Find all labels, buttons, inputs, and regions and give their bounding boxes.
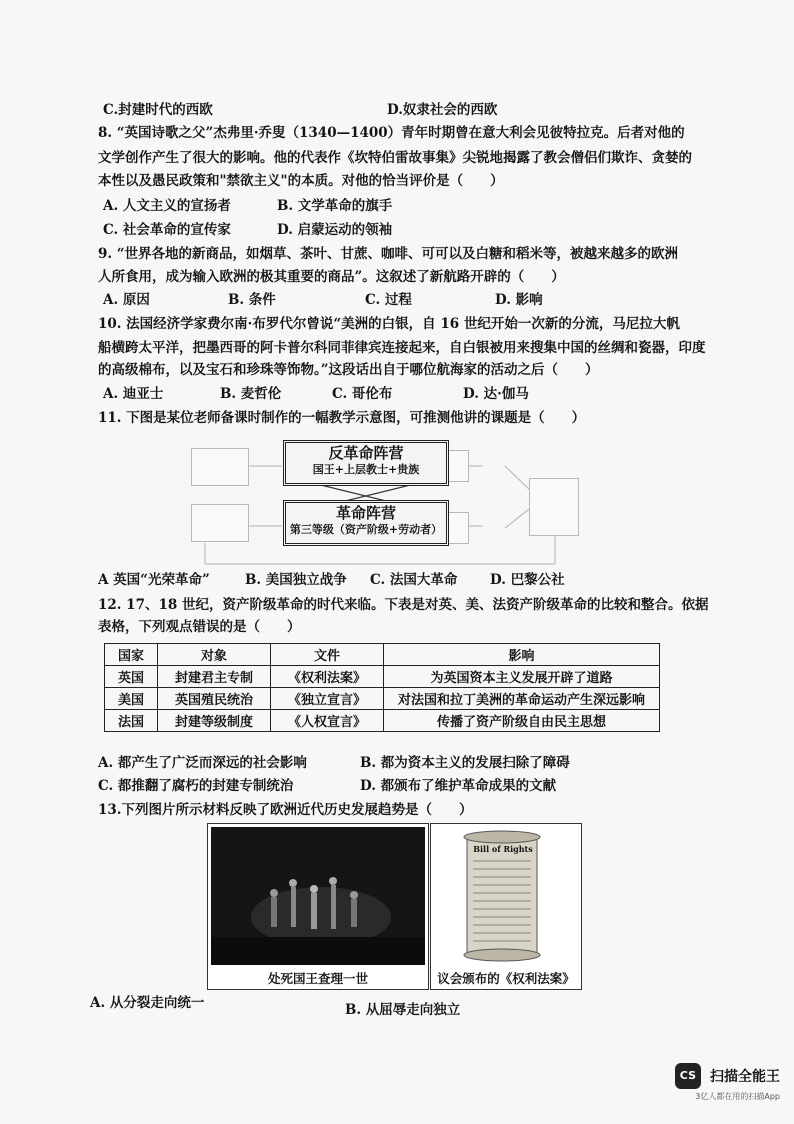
grey-box-bottom-right (447, 512, 469, 544)
option-a-q12: A. 都产生了广泛而深远的社会影响 (98, 755, 307, 771)
question-10-line-3: 的高级棉布，以及宝石和珍珠等饰物。”这段话出自于哪位航海家的活动之后（ ） (98, 362, 599, 378)
option-a-q13: A. 从分裂走向统一 (90, 995, 205, 1011)
execution-caption: 处死国王查理一世 (267, 971, 368, 986)
grey-box-far-right (529, 478, 579, 536)
revolution-camp-title: 革命阵营 (335, 504, 396, 522)
question-12-line-1: 12. 17、18 世纪，资产阶级革命的时代来临。下表是对英、美、法资产阶级革命的比较和整合。依据 (98, 597, 709, 613)
option-a-q11: A 英国“光荣革命” (98, 572, 210, 588)
option-d-q11: D. 巴黎公社 (490, 572, 565, 588)
execution-photo (211, 827, 425, 965)
bill-of-rights-caption: 议会颁布的《权利法案》 (437, 971, 575, 986)
option-d-q7: D.奴隶社会的西欧 (387, 102, 498, 118)
question-8-line-2: 文学创作产生了很大的影响。他的代表作《坎特伯雷故事集》尖锐地揭露了教会僧侣们欺诈、贪婪的 (98, 150, 692, 166)
watermark-slogan: 3亿人都在用的扫描App (695, 1092, 780, 1101)
table-cell: 英国殖民统治 (158, 688, 271, 710)
header-impact: 影响 (384, 644, 660, 666)
question-9-line-1: 9. “世界各地的新商品，如烟草、茶叶、甘蔗、咖啡、可可以及白糖和稻米等，被越来越多的欧洲 (98, 246, 679, 262)
table-cell: 英国 (105, 666, 158, 688)
option-b-q11: B. 美国独立战争 (245, 572, 347, 588)
question-13-line-1: 13.下列图片所示材料反映了欧洲近代历史发展趋势是（ ） (98, 802, 473, 818)
question-8-line-1: 8. “英国诗歌之父”杰弗里·乔叟（1340—1400）青年时期曾在意大利会见彼特拉克。后者对他的 (98, 125, 685, 141)
counter-camp-title: 反革命阵营 (328, 444, 404, 462)
table-row (105, 666, 660, 688)
header-country: 国家 (105, 644, 158, 666)
question-9-line-2: 人所食用，成为输入欧洲的极其重要的商品”。这叙述了新航路开辟的（ ） (98, 269, 565, 285)
table-header-row (105, 644, 660, 666)
option-d-q12: D. 都颁布了维护革命成果的文献 (360, 778, 557, 794)
option-b-q9: B. 条件 (228, 292, 276, 308)
option-a-q8: A. 人文主义的宣扬者 (103, 198, 231, 214)
counter-camp-members: 国王+上层教士+贵族 (312, 463, 420, 476)
option-a-q9: A. 原因 (103, 292, 150, 308)
header-document: 文件 (271, 644, 384, 666)
table-cell: 对法国和拉丁美洲的革命运动产生深远影响 (384, 688, 660, 710)
revolution-camp-members: 第三等级（资产阶级+劳动者） (289, 523, 443, 536)
option-d-q9: D. 影响 (495, 292, 543, 308)
grey-box-top-left (191, 448, 249, 486)
revolution-comparison-table (104, 643, 660, 732)
option-b-q10: B. 麦哲伦 (220, 386, 282, 402)
option-c-q8: C. 社会革命的宣传家 (103, 222, 231, 238)
table-cell: 《独立宣言》 (271, 688, 384, 710)
table-cell: 封建君主专制 (158, 666, 271, 688)
question-10-line-2: 船横跨太平洋，把墨西哥的阿卡普尔科同菲律宾连接起来，自白银被用来搜集中国的丝绸和瓷器，印度 (98, 340, 706, 356)
header-target: 对象 (158, 644, 271, 666)
option-c-q10: C. 哥伦布 (332, 386, 393, 402)
grey-box-top-right (447, 450, 469, 482)
table-cell: 封建等级制度 (158, 710, 271, 732)
option-a-q10: A. 迪亚士 (103, 386, 164, 402)
option-b-q8: B. 文学革命的旗手 (277, 198, 393, 214)
option-c-q11: C. 法国大革命 (370, 572, 458, 588)
scroll-title: Bill of Rights (473, 844, 533, 854)
question-8-line-3: 本性以及愚民政策和"禁欲主义"的本质。对他的恰当评价是（ ） (98, 173, 504, 189)
option-c-q12: C. 都推翻了腐朽的封建专制统治 (98, 778, 294, 794)
scanner-watermark (675, 1063, 780, 1102)
watermark-app-name: 扫描全能王 (710, 1069, 780, 1085)
option-d-q8: D. 启蒙运动的领袖 (277, 222, 393, 238)
table-row (105, 710, 660, 732)
table-cell: 美国 (105, 688, 158, 710)
option-b-q13: B. 从屈辱走向独立 (345, 1002, 461, 1018)
option-c-q9: C. 过程 (365, 292, 412, 308)
option-c-q7: C.封建时代的西欧 (103, 102, 213, 118)
camscanner-logo-icon: CS (675, 1063, 701, 1089)
counter-revolution-camp (283, 440, 449, 486)
execution-photo-frame (207, 823, 429, 990)
option-d-q10: D. 达·伽马 (463, 386, 529, 402)
revolution-camp (283, 500, 449, 546)
table-cell: 为英国资本主义发展开辟了道路 (384, 666, 660, 688)
table-cell: 法国 (105, 710, 158, 732)
bill-of-rights-frame (430, 823, 582, 990)
table-cell: 传播了资产阶级自由民主思想 (384, 710, 660, 732)
table-cell: 《权利法案》 (271, 666, 384, 688)
table-row (105, 688, 660, 710)
grey-box-bottom-left (191, 504, 249, 542)
option-b-q12: B. 都为资本主义的发展扫除了障碍 (360, 755, 570, 771)
question-11-line-1: 11. 下图是某位老师备课时制作的一幅教学示意图，可推测他讲的课题是（ ） (98, 410, 586, 426)
teaching-diagram (185, 438, 585, 566)
question-12-line-2: 表格，下列观点错误的是（ ） (98, 619, 301, 635)
table-cell: 《人权宣言》 (271, 710, 384, 732)
question-10-line-1: 10. 法国经济学家费尔南·布罗代尔曾说“美洲的白银，自 16 世纪开始一次新的分流，马尼拉大帆 (98, 316, 680, 332)
